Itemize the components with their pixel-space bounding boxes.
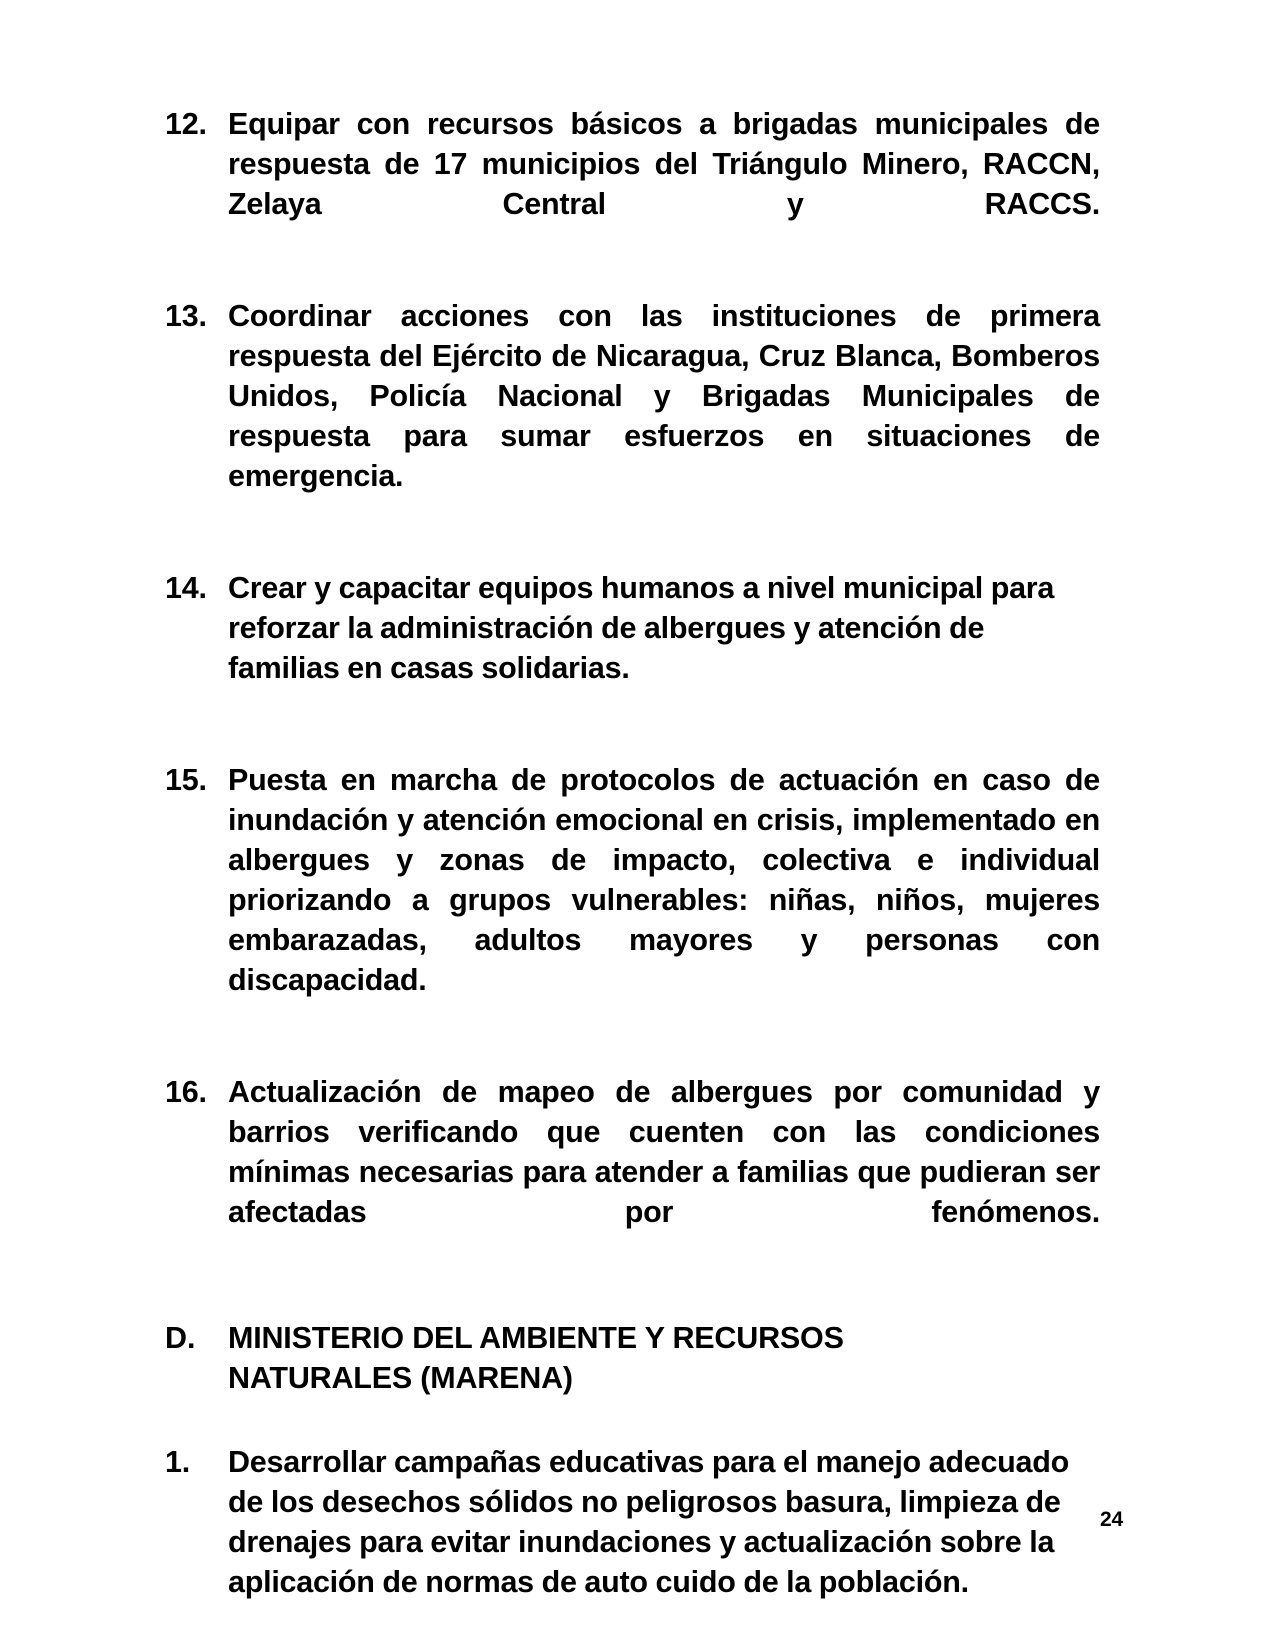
list-item-text: Equipar con recursos básicos a brigadas municipales de respuesta de 17 municipios del Triángulo Minero, RACCN, Zelaya Central y RACCS. (228, 107, 1100, 221)
page-content (165, 104, 1100, 1650)
list-item (165, 568, 1100, 728)
list-item (165, 296, 1100, 536)
list-item-number: 13. (165, 299, 207, 333)
list-item (165, 104, 1100, 264)
list-item (165, 760, 1100, 1040)
list-item-text: Crear y capacitar equipos humanos a nivel municipal para reforzar la administración de albergues y atención de familias en casas solidarias. (228, 571, 1055, 685)
list-item-number: 1. (165, 1445, 191, 1479)
list-item-text: Coordinar acciones con las instituciones de primera respuesta del Ejército de Nicaragua, Cruz Blanca, Bomberos Unidos, Policía Nacional y Brigadas Municipales de respuesta para sumar esfuerzos en situaciones de emergencia. (228, 299, 1100, 493)
list-item-number: 14. (165, 571, 207, 605)
section-title: MINISTERIO DEL AMBIENTE Y RECURSOS NATURALES (MARENA) (228, 1321, 844, 1395)
list-item-number: 16. (165, 1075, 207, 1109)
list-item (165, 1072, 1100, 1272)
section-letter: D. (165, 1321, 196, 1355)
list-item-text: Desarrollar campañas educativas para el manejo adecuado de los desechos sólidos no peligrosos basura, limpieza de drenajes para evitar inundaciones y actualización sobre la aplicación de normas de auto cuido de la población. (228, 1445, 1070, 1599)
list-item-number: 15. (165, 763, 207, 797)
list-item-text: Actualización de mapeo de albergues por comunidad y barrios verificando que cuenten con las condiciones mínimas necesarias para atender a familias que pudieran ser afectadas por fenómenos. (228, 1075, 1100, 1229)
list-item-number: 12. (165, 107, 207, 141)
page-number: 24 (1100, 1508, 1123, 1531)
list-item-text: Puesta en marcha de protocolos de actuación en caso de inundación y atención emocional en crisis, implementado en albergues y zonas de impacto, colectiva e individual priorizando a grupos vulnerables: niñas, niños, mujeres embarazadas, adultos mayores y personas con discapacidad. (228, 763, 1100, 997)
list-item (165, 1442, 1100, 1642)
section-heading (165, 1318, 1100, 1398)
